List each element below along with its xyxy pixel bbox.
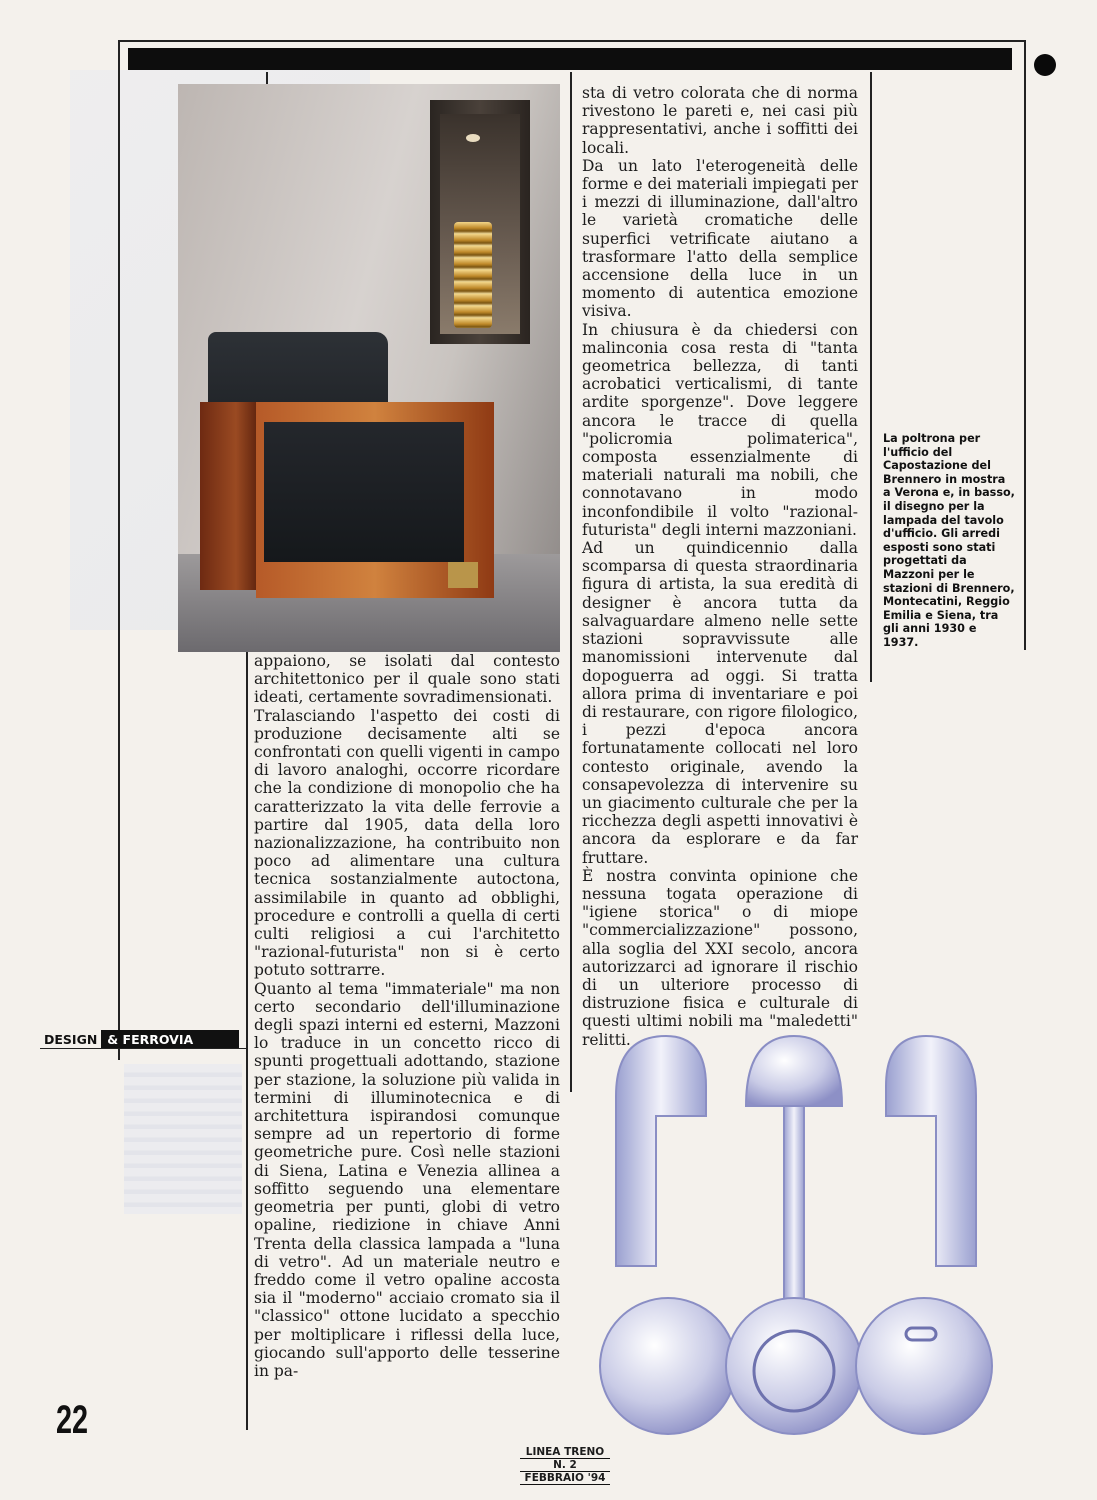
col2-paragraph: Ad un quindicennio dalla scomparsa di questa straordinaria figura di artista, la sua eredità di designer è ancora tutta da salvaguardare almeno nelle sette stazioni sopravvissute alle manomissioni intervenute dal dopoguerra ad oggi. Si tratta allora prima di inventariare e poi di restaurare, con rigore filologico, i pezzi d'epoca ancora fortunatamente collocati nel loro contesto originale, avendo la consapevolezza di intervenire su un giacimento culturale che per la ricchezza degli aspetti innovativi è ancora da esplorare e da far fruttare.	[582, 539, 858, 867]
right-lamp-base	[856, 1298, 992, 1434]
frame-top-line	[118, 40, 1026, 42]
section-label-design: DESIGN	[40, 1032, 101, 1047]
center-lamp-base	[726, 1298, 862, 1434]
page-number: 22	[56, 1398, 89, 1442]
section-label-ferrovia: & FERROVIA	[101, 1030, 239, 1048]
center-lamp-stem	[784, 1106, 804, 1306]
photo-caption: La poltrona per l'ufficio del Capostazione del Brennero in mostra a Verona e, in basso, il disegno per la lampada del tavolo d'ufficio. Gli arredi esposti sono stati progettati da Mazzoni per le stazioni di Brennero, Montecatini, Reggio Emilia e Siena, tra gli anni 1930 e 1937.	[883, 432, 1015, 649]
col2-paragraph: In chiusura è da chiedersi con malinconia cosa resta di "tanta geometrica bellezza, di tanti acrobatici verticalismi, di tante ardite sporgenze". Dove leggere ancora le tracce di quella "policromia polimaterica", composta essenzialmente di materiali naturali ma nobili, che connotavano in modo inconfondibile il volto "razional-futurista" degli interni mazzoniani.	[582, 320, 858, 539]
center-lamp-shade	[746, 1036, 842, 1106]
armchair-photo	[178, 84, 560, 652]
article-column-1	[254, 652, 560, 1380]
section-rule	[40, 1048, 246, 1049]
caption-divider	[870, 72, 872, 682]
left-lamp-base	[600, 1298, 736, 1434]
col1-paragraph: Quanto al tema "immateriale" ma non certo secondario dell'illuminazione degli spazi interni ed esterni, Mazzoni lo traduce in un concetto ricco di spunti progettuali adottando, stazione per stazione, la soluzione più valida in termini di illuminotecnica e di architettura ispirandosi comunque sempre ad un repertorio di forme geometriche pure. Così nelle stazioni di Siena, Latina e Venezia allinea a soffitto seguendo una elementare geometria per punti, globi di vetro opaline, riedizione in chiave Anni Trenta della classica lampada a "luna di vetro". Ad un materiale neutro e freddo come il vetro opaline accosta sia il "moderno" acciaio cromato sia il "classico" ottone lucidato a specchio per moltiplicare i riflessi della luce, giocando sull'apporto delle tesserine in pa-	[254, 979, 560, 1380]
lamp-drawing	[596, 1026, 996, 1446]
right-lamp-arm	[886, 1036, 976, 1266]
wall-niche	[430, 100, 530, 344]
left-text-rule	[246, 650, 248, 1430]
article-column-2	[582, 84, 858, 1049]
left-lamp-arm	[616, 1036, 706, 1266]
column-divider	[570, 72, 572, 1092]
frame-right-line	[1024, 40, 1026, 650]
magazine-footer	[520, 1446, 610, 1485]
brass-lamp	[454, 222, 492, 328]
header-bar	[128, 48, 1012, 70]
col2-paragraph: È nostra convinta opinione che nessuna togata operazione di "igiene storica" o di miope "commercializzazione" possono, alla soglia del XXI secolo, ancora autorizzarci ad ignorare il rischio di un ulteriore processo di distruzione fisica e culturale di questi ultimi nobili ma "maledetti" relitti.	[582, 866, 858, 1049]
col1-paragraph: appaiono, se isolati dal contesto architettonico per il quale sono stati ideati, certamente sovradimensionati.	[254, 652, 560, 707]
footer-title: LINEA TRENO	[520, 1446, 610, 1459]
footer-date: FEBBRAIO '94	[520, 1472, 610, 1485]
col2-paragraph: sta di vetro colorata che di norma rivestono le pareti e, nei casi più rappresentativi, anche i soffitti dei locali.	[582, 84, 858, 157]
footer-issue: N. 2	[520, 1459, 610, 1472]
col2-paragraph: Da un lato l'eterogeneità delle forme e dei materiali impiegati per i mezzi di illuminazione, dall'altro le varietà cromatiche delle superfici vetrificate aiutano a trasformare l'atto della semplice accensione della luce in un momento di autentica emozione visiva.	[582, 156, 858, 321]
col1-paragraph: Tralasciando l'aspetto dei costi di produzione decisamente alti se confrontati con quelli vigenti in campo di lavoro analoghi, occorre ricordare che la condizione di monopolio che ha caratterizzato la vita delle ferrovie a partire dal 1905, data della loro nazionalizzazione, ha contribuito non poco ad alimentare una cultura tecnica sostanzialmente autoctona, assimilabile in quanto ad obblighi, procedure e controlli a quella di certi culti religiosi a cui l'architetto "razional-futurista" non si è certo potuto sottrarre.	[254, 706, 560, 980]
bullet-dot	[1034, 54, 1056, 76]
section-label	[40, 1030, 239, 1048]
frame-left-line	[118, 40, 120, 1060]
ghost-side-text	[124, 1064, 242, 1214]
